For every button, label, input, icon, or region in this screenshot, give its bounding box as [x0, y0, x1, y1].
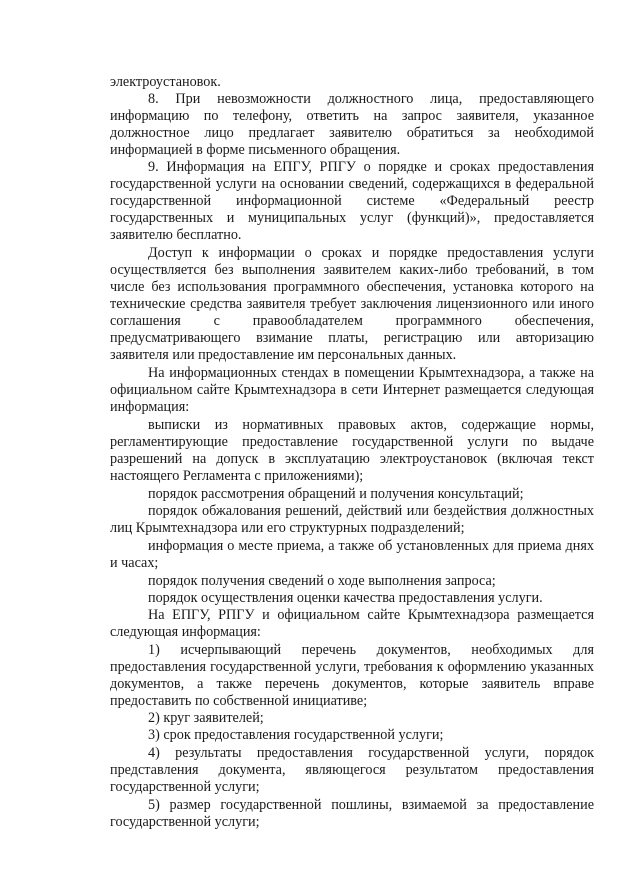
numbered-item-5: 5) размер государственной пошлины, взимаемой за предоставление государственной услуги; — [110, 797, 594, 830]
list-item-request-status: порядок получения сведений о ходе выполнения запроса; — [148, 573, 496, 589]
numbered-item-1: 1) исчерпывающий перечень документов, необходимых для предоставления государственной услуги, требования к оформлению указанных документов, а также перечень документов, которые заявитель вправе предоставить по собственной инициативе; — [110, 642, 594, 709]
paragraph-access: Доступ к информации о сроках и порядке предоставления услуги осуществляется без выполнения заявителем каких-либо требований, в том числе без использования программного обеспечения, установка которого на технические средства заявителя требует заключения лицензионного или иного соглашения с правообладателем программного обеспечения, предусматривающего взимание платы, регистрацию или авторизацию заявителя или предоставление им персональных данных. — [110, 245, 594, 363]
list-item-quality: порядок осуществления оценки качества предоставления услуги. — [148, 590, 543, 606]
numbered-item-4: 4) результаты предоставления государственной услуги, порядок представления документа, являющегося результатом предоставления государственной услуги; — [110, 745, 594, 795]
paragraph-continuation: электроустановок. — [110, 74, 221, 90]
numbered-item-2: 2) круг заявителей; — [148, 710, 264, 726]
paragraph-epgu-info: На ЕПГУ, РПГУ и официальном сайте Крымтехнадзора размещается следующая информация: — [110, 607, 594, 640]
list-item-reception: информация о месте приема, а также об установленных для приема днях и часах; — [110, 538, 594, 571]
list-item-consultations: порядок рассмотрения обращений и получения консультаций; — [148, 486, 524, 502]
paragraph-stands: На информационных стендах в помещении Крымтехнадзора, а также на официальном сайте Крымтехнадзора в сети Интернет размещается следующая информация: — [110, 365, 594, 415]
numbered-item-3: 3) срок предоставления государственной услуги; — [148, 727, 444, 743]
paragraph-8: 8. При невозможности должностного лица, предоставляющего информацию по телефону, ответить на запрос заявителя, указанное должностное лицо предлагает заявителю обратиться за необходимой информацией в форме письменного обращения. — [110, 91, 594, 158]
list-item-appeal: порядок обжалования решений, действий или бездействия должностных лиц Крымтехнадзора или его структурных подразделений; — [110, 503, 594, 536]
document-page — [110, 74, 594, 831]
list-item-extracts: выписки из нормативных правовых актов, содержащие нормы, регламентирующие предоставление государственной услуги по выдаче разрешений на допуск в эксплуатацию электроустановок (включая текст настоящего Регламента с приложениями); — [110, 417, 594, 484]
paragraph-9: 9. Информация на ЕПГУ, РПГУ о порядке и сроках предоставления государственной услуги на основании сведений, содержащихся в федеральной государственной информационной системе «Федеральный реестр государственных и муниципальных услуг (функций)», предоставляется заявителю бесплатно. — [110, 159, 594, 243]
